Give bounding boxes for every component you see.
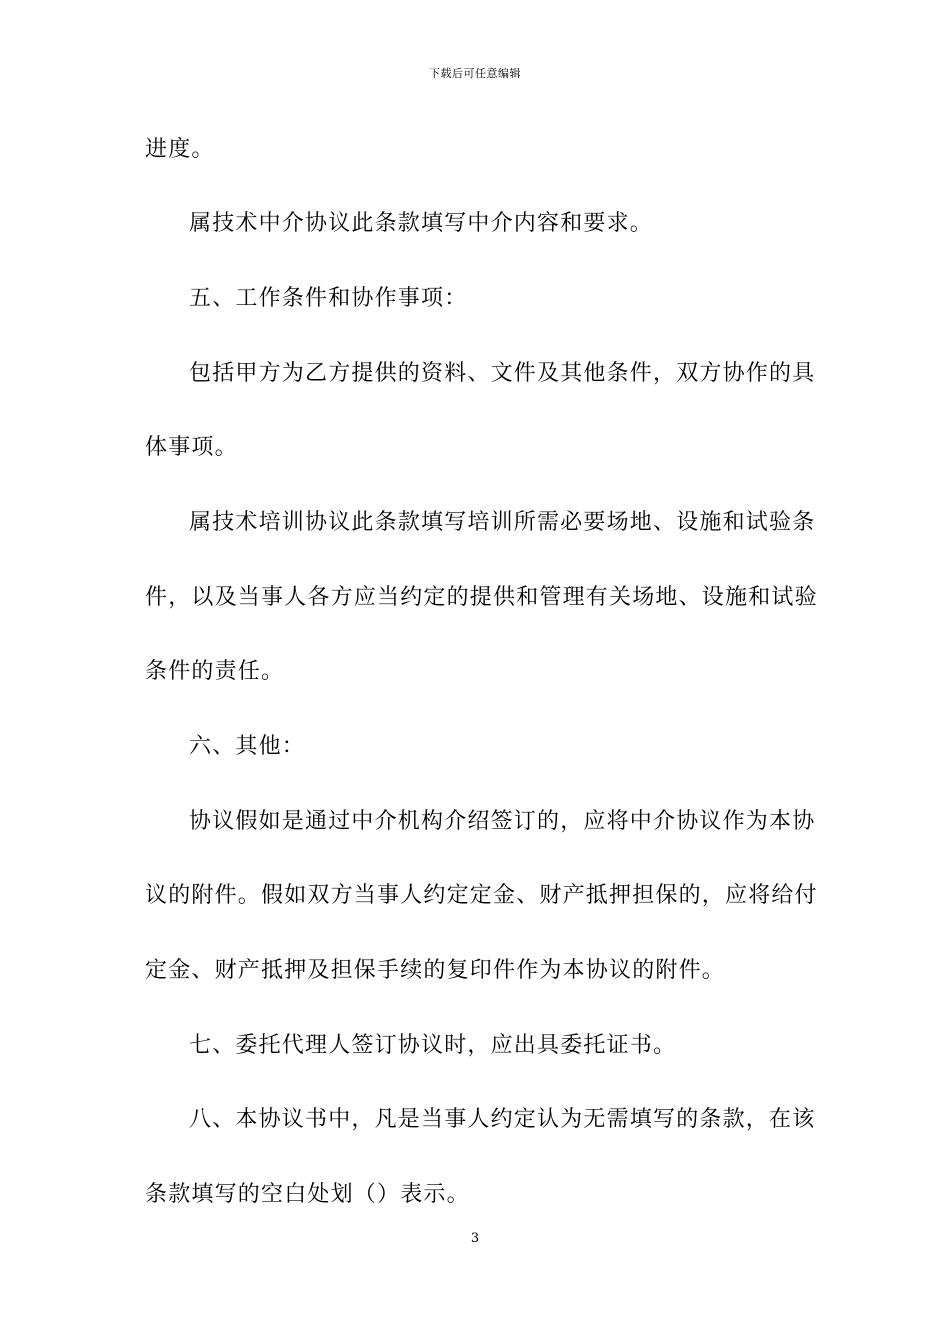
- section-heading-5: 五、工作条件和协作事项：: [189, 286, 468, 311]
- section-heading-7: 七、委托代理人签订协议时，应出具委托证书。: [189, 1033, 677, 1058]
- body-line: 定金、财产抵押及担保手续的复印件作为本协议的附件。: [145, 958, 726, 983]
- body-line: 条款填写的空白处划（）表示。: [145, 1182, 470, 1207]
- body-line: 进度。: [145, 137, 215, 162]
- section-heading-6: 六、其他：: [189, 734, 306, 759]
- body-line: 协议假如是通过中介机构介绍签订的，应将中介协议作为本协: [189, 809, 816, 834]
- body-line: 条件的责任。: [145, 659, 285, 684]
- section-heading-8: 八、本协议书中，凡是当事人约定认为无需填写的条款，在该: [189, 1107, 816, 1132]
- body-line: 体事项。: [145, 435, 238, 460]
- body-line: 包括甲方为乙方提供的资料、文件及其他条件，双方协作的具: [189, 361, 816, 386]
- page-number: 3: [470, 1231, 480, 1246]
- body-line: 件，以及当事人各方应当约定的提供和管理有关场地、设施和试验: [145, 585, 818, 610]
- body-line: 议的附件。假如双方当事人约定定金、财产抵押担保的，应将给付: [145, 883, 818, 908]
- page-header: 下载后可任意编辑: [429, 67, 521, 80]
- body-line: 属技术中介协议此条款填写中介内容和要求。: [189, 211, 654, 236]
- body-line: 属技术培训协议此条款填写培训所需必要场地、设施和试验条: [189, 510, 816, 535]
